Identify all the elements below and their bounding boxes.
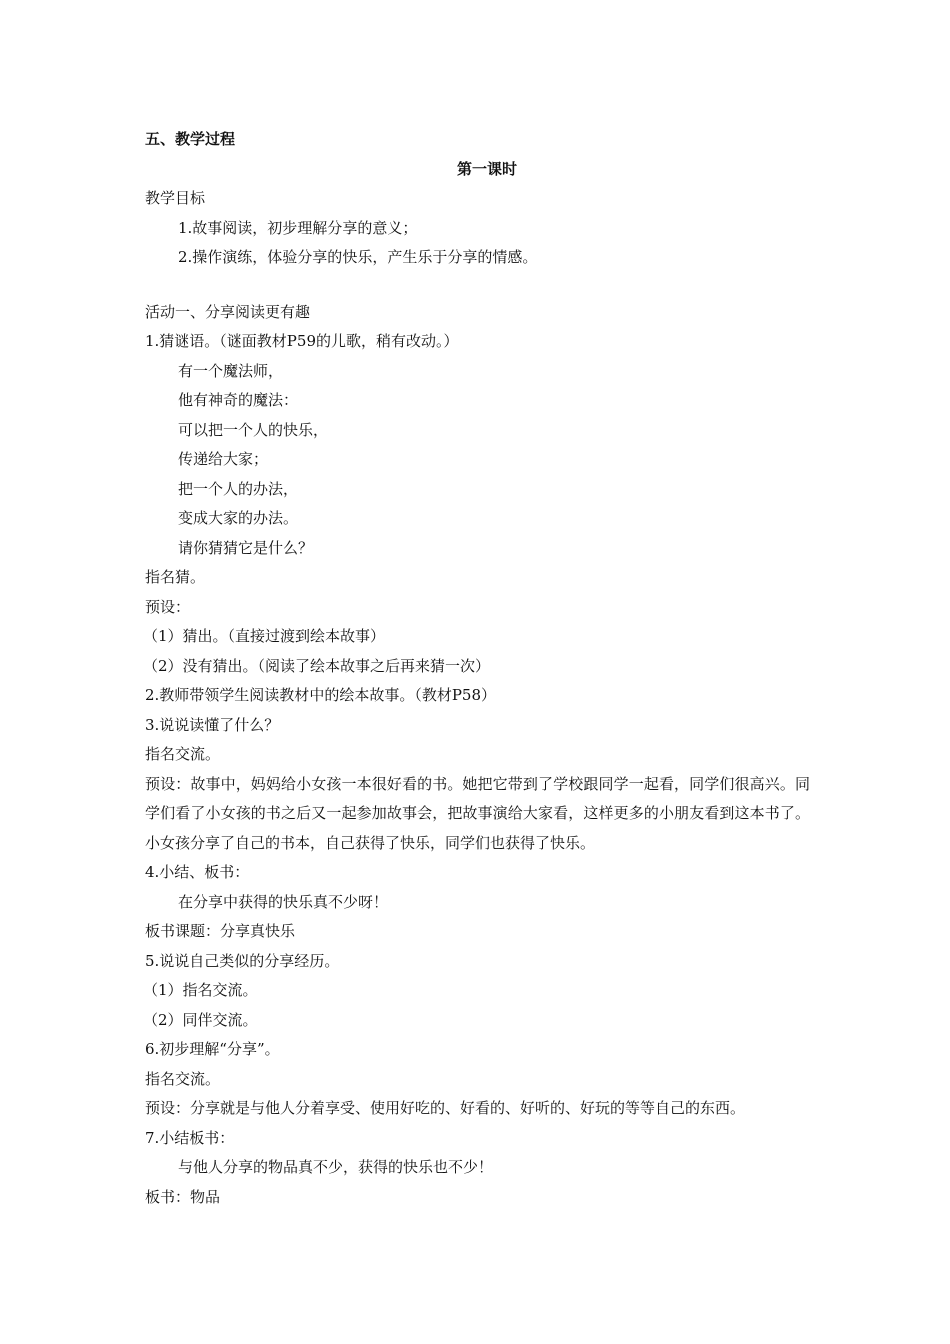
preset-share-line: 预设：分享就是与他人分着享受、使用好吃的、好看的、好听的、好玩的等等自己的东西。 xyxy=(145,1099,746,1117)
step-3: 3.说说读懂了什么？ xyxy=(145,715,280,734)
preset-item: （2）没有猜出。（阅读了绘本故事之后再来猜一次） xyxy=(143,656,491,675)
step-2: 2.教师带领学生阅读教材中的绘本故事。（教材P58） xyxy=(145,686,496,704)
summary-line: 在分享中获得的快乐真不少呀！ xyxy=(178,892,389,911)
activity-heading: 活动一、分享阅读更有趣 xyxy=(145,302,311,321)
step-5: 5.说说自己类似的分享经历。 xyxy=(145,951,340,970)
section-heading: 五、教学过程 xyxy=(145,130,236,148)
step-1: 1.猜谜语。（谜面教材P59的儿歌，稍有改动。） xyxy=(145,332,459,350)
exchange-line: 指名交流。 xyxy=(145,745,221,763)
riddle-line: 变成大家的办法。 xyxy=(178,509,299,527)
objectives-heading: 教学目标 xyxy=(145,189,206,207)
guess-line: 指名猜。 xyxy=(145,568,206,586)
exchange-line: 指名交流。 xyxy=(145,1069,221,1088)
board-line: 板书：物品 xyxy=(145,1187,221,1206)
summary-line: 与他人分享的物品真不少，获得的快乐也不少！ xyxy=(178,1158,494,1176)
objective-item: 1.故事阅读，初步理解分享的意义； xyxy=(178,218,418,237)
step-4: 4.小结、板书： xyxy=(145,863,250,881)
document-body xyxy=(145,125,815,1212)
riddle-line: 可以把一个人的快乐， xyxy=(178,420,329,439)
step-6: 6.初步理解“分享”。 xyxy=(145,1040,280,1058)
board-title-line: 板书课题：分享真快乐 xyxy=(145,922,296,940)
riddle-line: 把一个人的办法， xyxy=(178,479,299,498)
riddle-line: 传递给大家； xyxy=(178,450,269,468)
step-5-item: （2）同伴交流。 xyxy=(143,1010,258,1029)
preset-item: （1）猜出。（直接过渡到绘本故事） xyxy=(143,627,386,645)
preset-story-paragraph: 预设：故事中，妈妈给小女孩一本很好看的书。她把它带到了学校跟同学一起看，同学们很高兴。同学们看了小女孩的书之后又一起参加故事会，把故事演给大家看，这样更多的小朋友看到这本书了。小女孩分享了自己的书本，自己获得了快乐，同学们也获得了快乐。 xyxy=(145,774,810,852)
riddle-line: 他有神奇的魔法： xyxy=(178,391,299,409)
lesson-title: 第一课时 xyxy=(457,159,518,178)
riddle-line: 有一个魔法师， xyxy=(178,361,284,380)
step-5-item: （1）指名交流。 xyxy=(143,981,258,999)
step-7: 7.小结板书： xyxy=(145,1128,235,1147)
paragraph-spacer xyxy=(145,273,815,298)
riddle-line: 请你猜猜它是什么？ xyxy=(178,538,314,557)
objective-item: 2.操作演练，体验分享的快乐，产生乐于分享的情感。 xyxy=(178,248,538,266)
preset-label: 预设： xyxy=(145,597,191,616)
